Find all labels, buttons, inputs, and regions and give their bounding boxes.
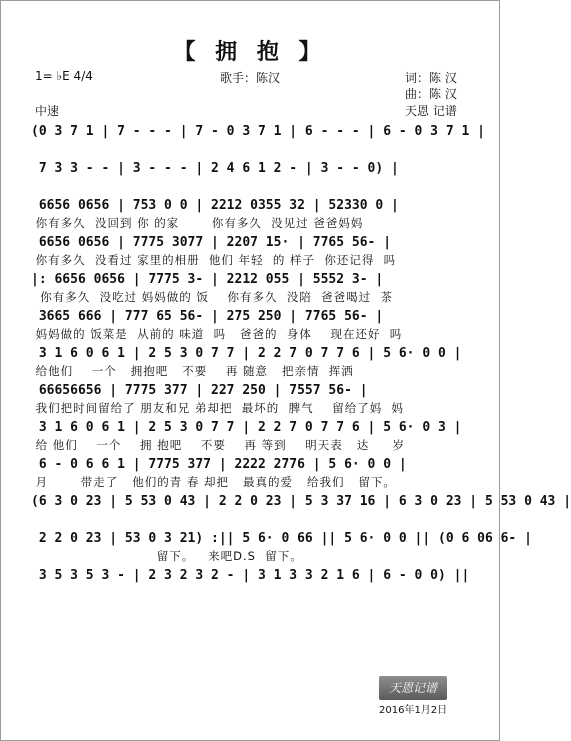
watermark-badge: 天恩记谱 [379,676,447,700]
score-row-12 [31,530,532,567]
lyric-line: 月 带走了 他们的青 春 却把 最真的爱 给我们 留下。 [31,475,396,489]
lyric-line: 妈妈做的 饭菜是 从前的 味道 吗 爸爸的 身体 现在还好 吗 [31,327,403,341]
transcriber-credit: 天恩 记谱 [405,104,457,118]
lyric-line: 留下。 来吧D.S 留下。 [31,549,303,563]
date-stamp: 2016年1月2日 [379,705,448,716]
composer-credit: 曲：陈 汉 [405,87,457,101]
lyric-line [31,585,471,604]
lyric-line: 给 他们 一个 拥 抱吧 不要 再 等到 明天表 达 岁 [31,438,405,452]
notation-line: 3 1 6 0 6 1 | 2 5 3 0 7 7 | 2 2 7 0 7 7 6 | 5 6· 0 3 | [31,420,462,435]
notation-line: 6 - 0 6 6 1 | 7775 377 | 2222 2776 | 5 6· 0 0 | [31,457,407,472]
score-row-4 [31,234,471,271]
score-row-1 [31,123,485,160]
score-row-13 [31,567,471,604]
notation-line: 66656656 | 7775 377 | 227 250 | 7557 56- | [31,383,368,398]
lyric-line: 给他们 一个 拥抱吧 不要 再 随意 把亲情 挥洒 [31,364,354,378]
lyricist-credit: 词：陈 汉 [405,71,457,85]
notation-line: (6 3 0 23 | 5 53 0 43 | 2 2 0 23 | 5 3 37 16 | 6 3 0 23 | 5 53 0 43 | [31,494,571,509]
song-title: 【 拥 抱 】 [173,40,327,65]
notation-line: 2 2 0 23 | 53 0 3 21) :|| 5 6· 0 66 || 5 6· 0 0 || (0 6 06 6- | [31,531,532,546]
notation-line: 7 3 3 - - | 3 - - - | 2 4 6 1 2 - | 3 - - 0) | [31,161,399,176]
score-row-8 [31,382,471,419]
score-row-5 [31,271,471,308]
notation-line: 6656 0656 | 753 0 0 | 2212 0355 32 | 52330 0 | [31,198,399,213]
score-body [31,123,571,604]
tempo-marking: 中速 [35,104,60,118]
singer-credit: 歌手：陈汉 [219,71,280,85]
score-row-7 [31,345,471,382]
notation-line: 6656 0656 | 7775 3077 | 2207 15· | 7765 56- | [31,235,392,250]
lyric-line [31,511,471,530]
lyric-line [31,178,471,197]
lyric-line: 我们把时间留给了 朋友和兄 弟却把 最坏的 脾气 留给了妈 妈 [31,401,405,415]
notation-line: 3 5 3 5 3 - | 2 3 2 3 2 - | 3 1 3 3 2 1 6 | 6 - 0 0) || [31,568,470,583]
score-row-2 [31,160,471,197]
key-signature: 1= ♭E 4/4 [35,69,93,83]
notation-line: 3665 666 | 777 65 56- | 275 250 | 7765 56- | [31,309,384,324]
lyric-line: 你有多久 没看过 家里的相册 他们 年轻 的 样子 你还记得 吗 [31,253,397,267]
notation-line: (0 3 7 1 | 7 - - - | 7 - 0 3 7 1 | 6 - - - | 6 - 0 3 7 1 | [31,124,485,139]
lyric-line: 你有多久 没回到 你 的家 你有多久 没见过 爸爸妈妈 [31,216,364,230]
notation-line: |: 6656 0656 | 7775 3- | 2212 055 | 5552 3- | [31,272,384,287]
score-row-9 [31,419,471,456]
notation-line: 3 1 6 0 6 1 | 2 5 3 0 7 7 | 2 2 7 0 7 7 6 | 5 6· 0 0 | [31,346,462,361]
score-row-10 [31,456,471,493]
lyric-line: 你有多久 没吃过 妈妈做的 饭 你有多久 没陪 爸爸喝过 茶 [31,290,393,304]
score-row-3 [31,197,471,234]
score-row-11 [31,493,571,530]
lyric-line [31,141,471,160]
score-row-6 [31,308,471,345]
